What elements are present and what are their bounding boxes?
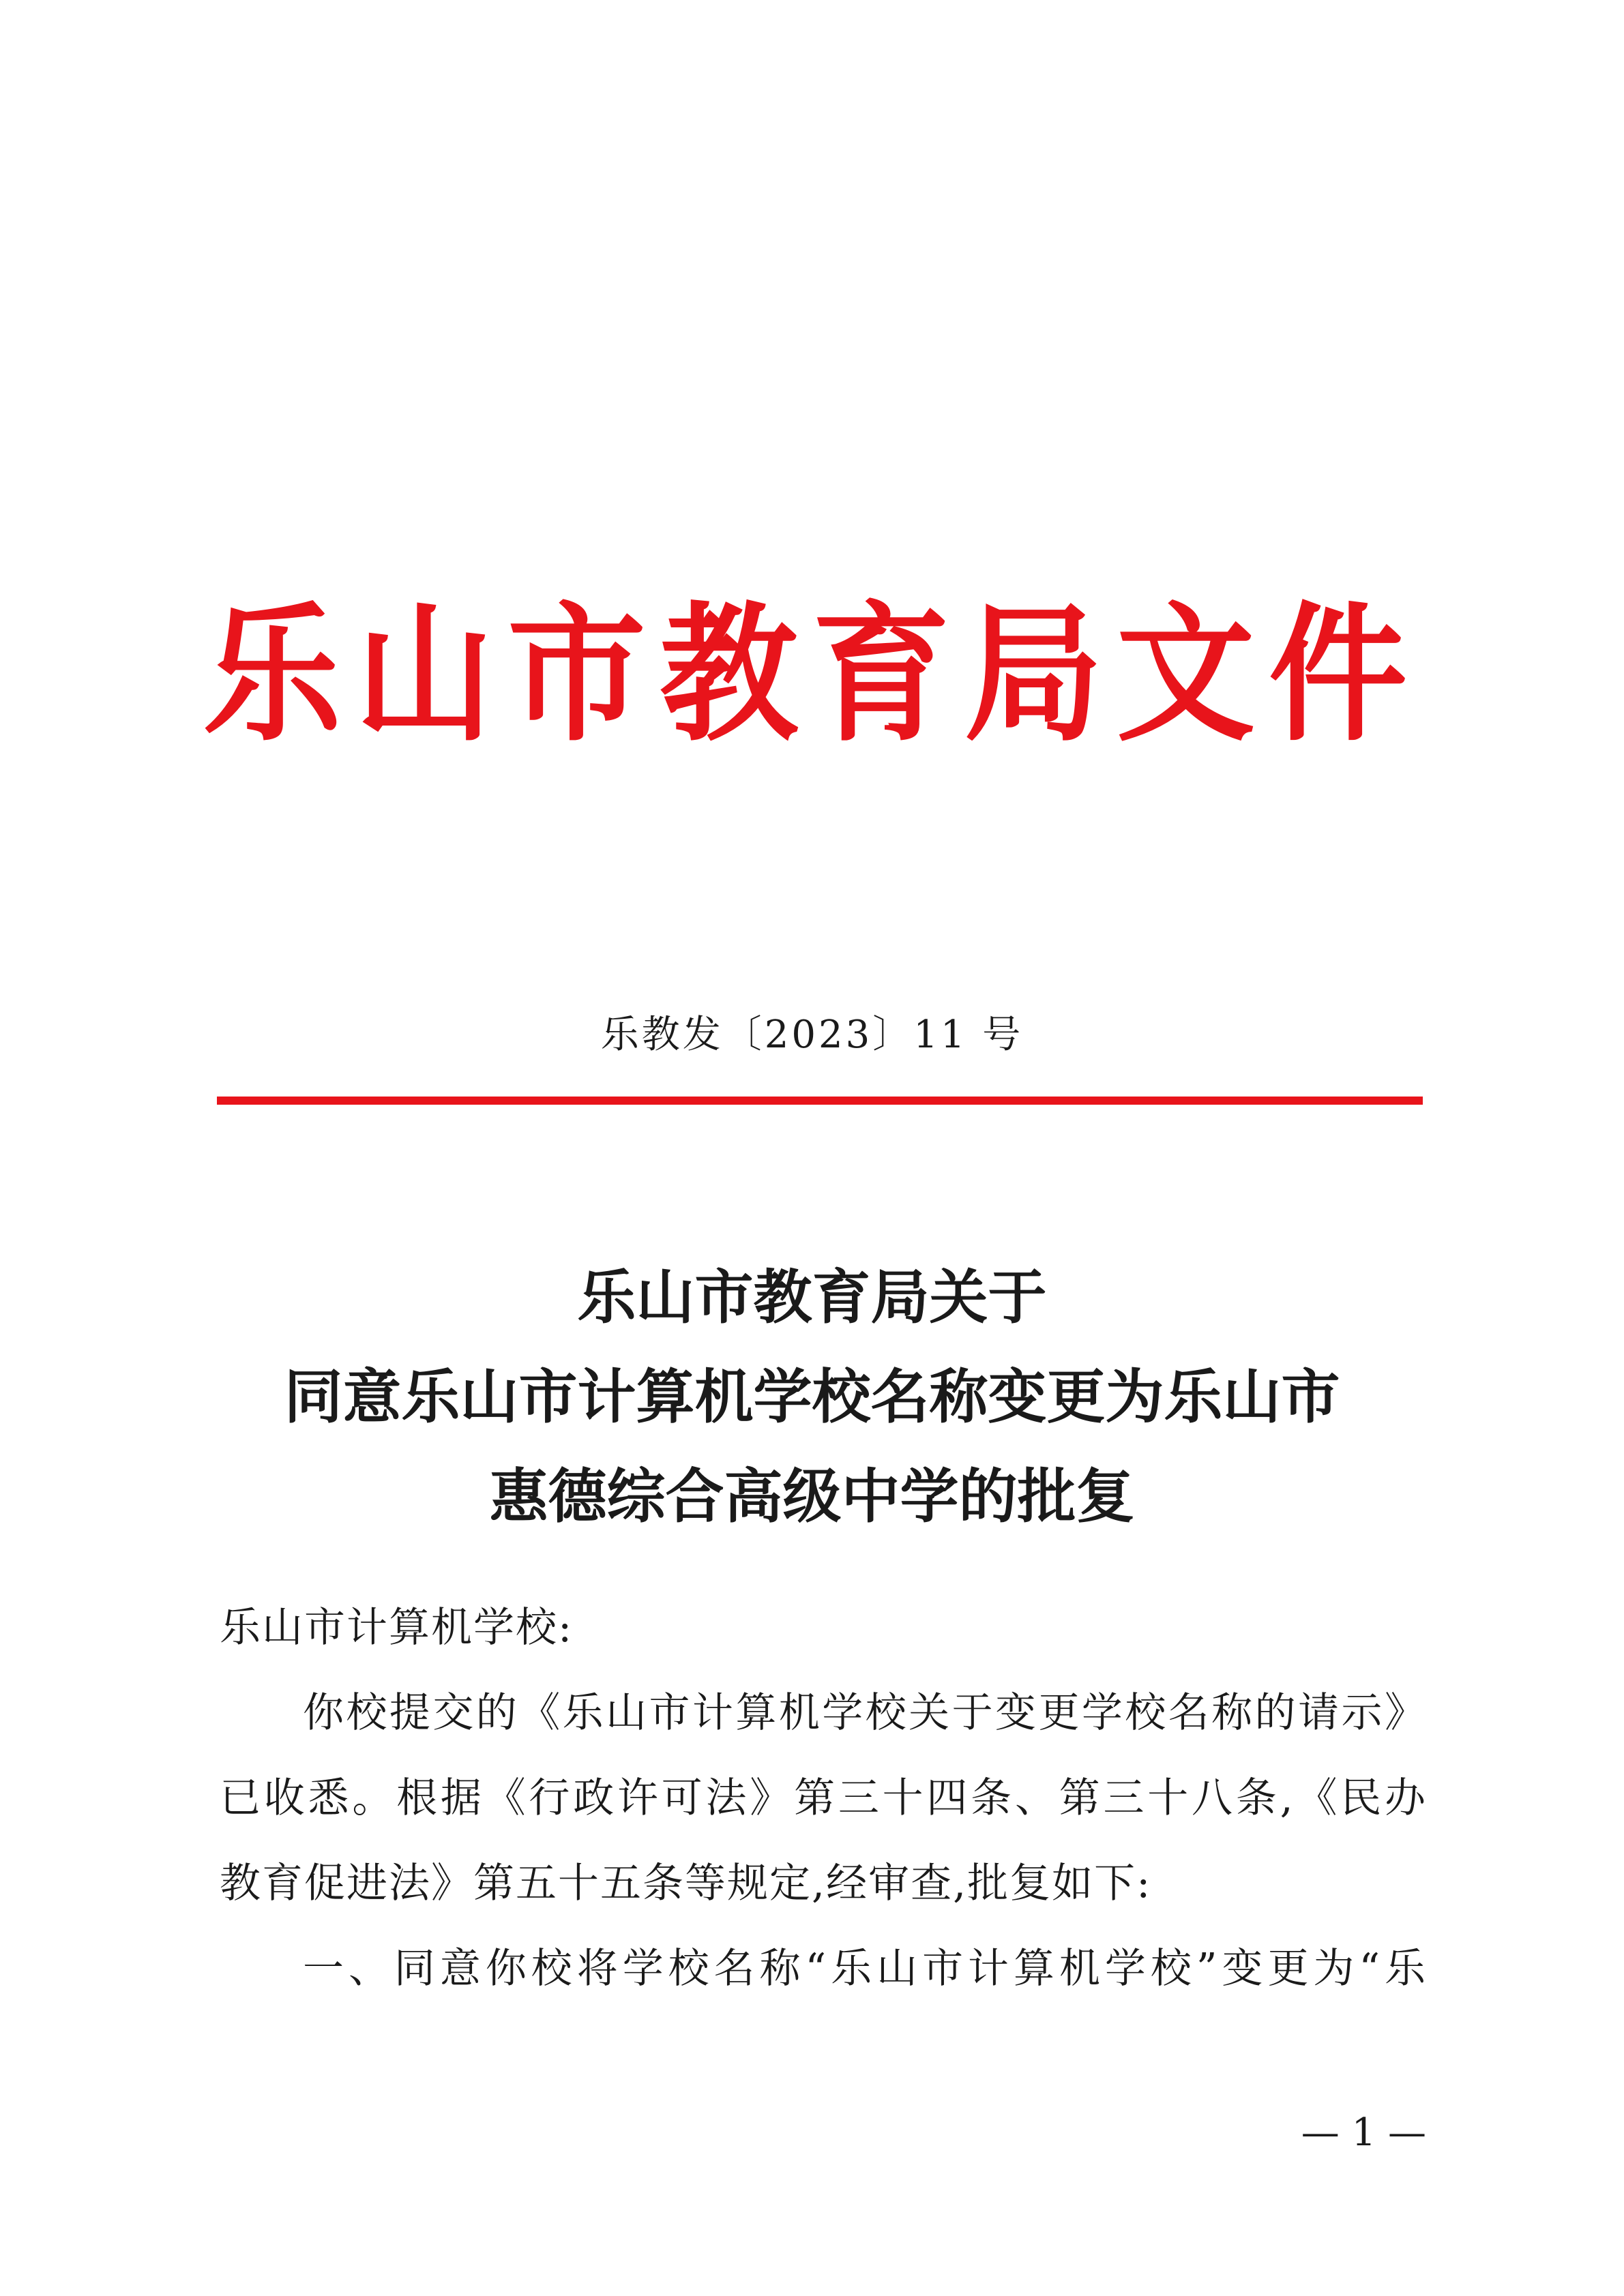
masthead-title: 乐山市教育局文件 [203, 587, 1421, 762]
document-number: 乐教发〔2023〕11 号 [600, 1013, 1024, 1057]
paragraph-1-line-3: 教育促进法》第五十五条等规定,经审查,批复如下: [220, 1860, 1152, 1907]
paragraph-2-line-1: 一、同意你校将学校名称“乐山市计算机学校”变更为“乐 [303, 1945, 1427, 1993]
document-body [220, 1585, 1427, 2012]
red-separator-rule [217, 1097, 1423, 1105]
title-line-3: 惠德综合高级中学的批复 [489, 1462, 1135, 1531]
paragraph-1-line-1: 你校提交的《乐山市计算机学校关于变更学校名称的请示》 [303, 1689, 1427, 1737]
salutation: 乐山市计算机学校: [220, 1604, 574, 1652]
document-title [0, 1248, 1624, 1547]
title-line-1: 乐山市教育局关于 [577, 1263, 1047, 1332]
title-line-2: 同意乐山市计算机学校名称变更为乐山市 [284, 1362, 1340, 1431]
paragraph-1-line-2: 已收悉。根据《行政许可法》第三十四条、第三十八条,《民办 [220, 1774, 1427, 1822]
page-number: — 1 — [1301, 2111, 1426, 2155]
